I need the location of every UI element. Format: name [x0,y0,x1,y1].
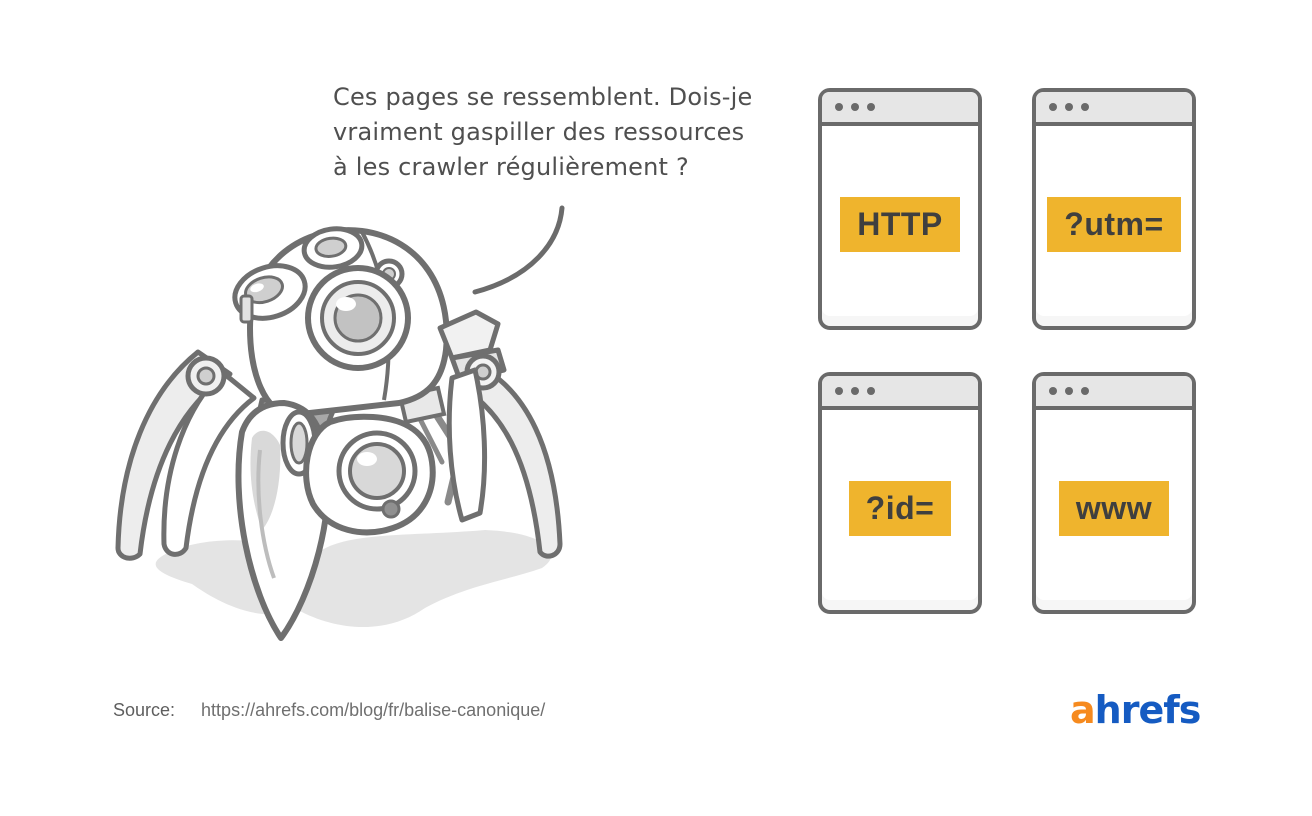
ahrefs-logo [1070,688,1200,732]
window-control-dot [1065,387,1073,395]
window-control-dot [1081,103,1089,111]
robot-leg-front-right [449,370,484,520]
window-titlebar [822,92,978,126]
window-control-dot [835,103,843,111]
speech-line: Ces pages se ressemblent. Dois-je [333,83,753,111]
source-line [113,700,545,721]
window-control-dot [1065,103,1073,111]
url-pattern-label-www: www [1059,481,1169,536]
browser-window-http [818,88,982,330]
browser-window-utm [1032,88,1196,330]
url-pattern-label-http: HTTP [840,197,960,252]
crawler-robot-illustration [100,200,660,660]
window-control-dot [1049,103,1057,111]
speech-bubble-text [333,80,763,185]
robot-main-lens [308,268,408,368]
browser-window-id [818,372,982,614]
url-pattern-label-id: ?id= [849,481,952,536]
robot-shadow [156,530,552,627]
speech-line: à les crawler régulièrement ? [333,153,689,181]
robot-snout-lens [339,433,415,509]
logo-letter-a: a [1070,688,1095,732]
window-titlebar [1036,92,1192,126]
window-content [822,126,978,322]
browser-window-www [1032,372,1196,614]
window-content [822,410,978,606]
window-control-dot [867,387,875,395]
window-titlebar [1036,376,1192,410]
window-control-dot [867,103,875,111]
speech-line: vraiment gaspiller des ressources [333,118,745,146]
source-label: Source: [113,700,176,720]
window-control-dot [835,387,843,395]
source-url: https://ahrefs.com/blog/fr/balise-canonique/ [201,700,546,720]
window-titlebar [822,376,978,410]
window-content [1036,410,1192,606]
window-control-dot [851,387,859,395]
url-pattern-label-utm: ?utm= [1047,197,1180,252]
window-content [1036,126,1192,322]
window-control-dot [1081,387,1089,395]
window-control-dot [1049,387,1057,395]
logo-letters-hrefs: hrefs [1094,688,1201,732]
window-control-dot [851,103,859,111]
